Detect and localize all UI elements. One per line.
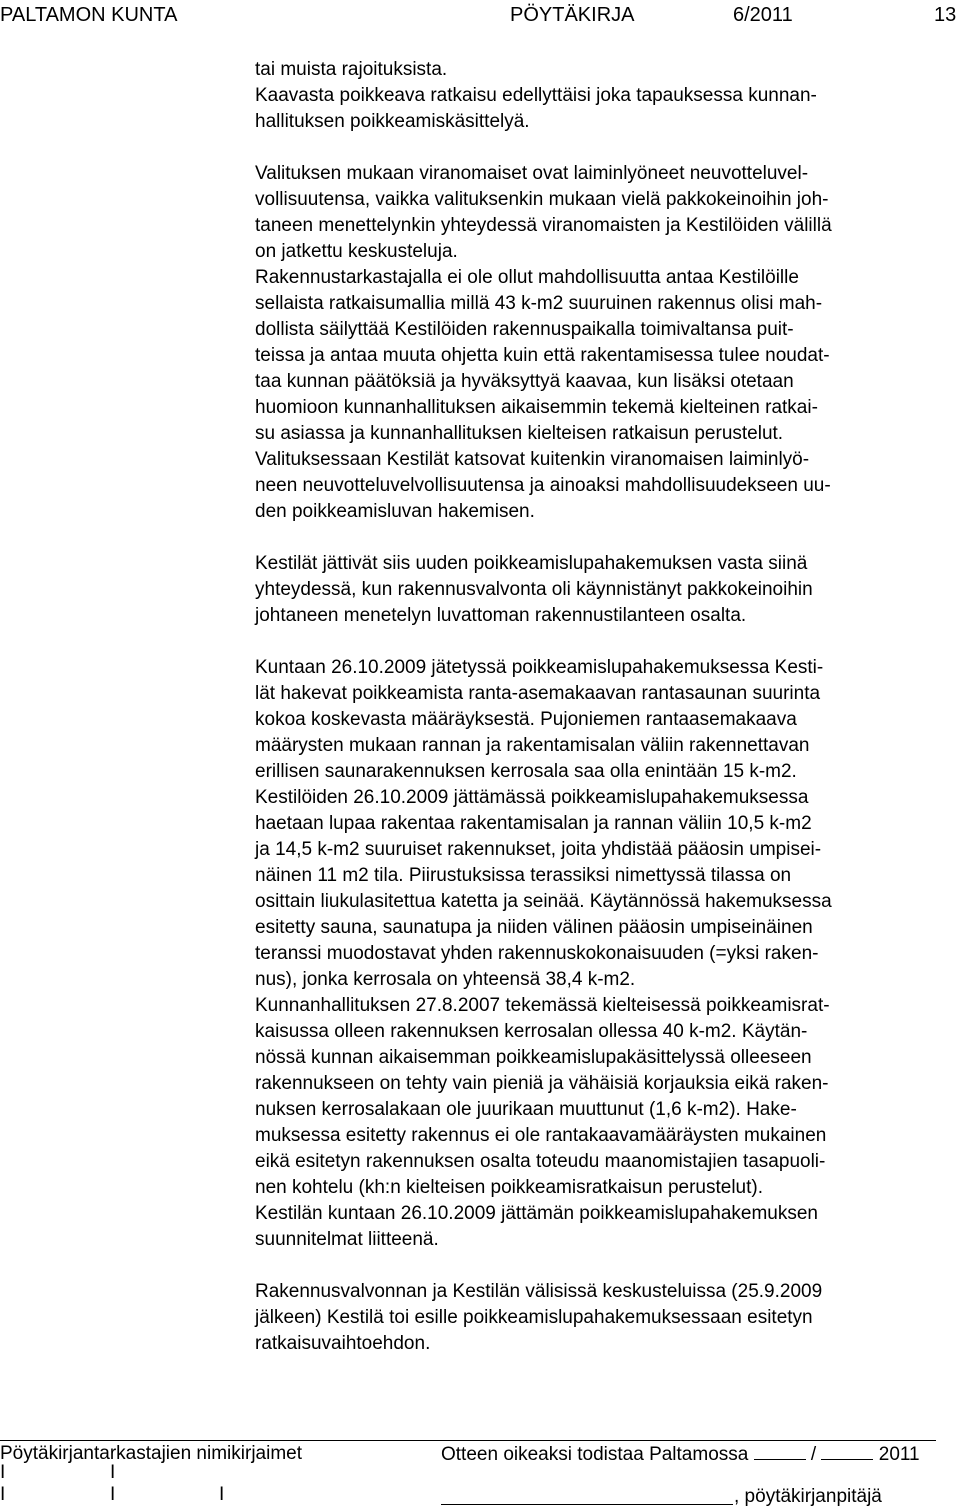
text-line: taa kunnan päätöksiä ja hyväksyttyä kaavaa, kun lisäksi otetaan — [255, 371, 794, 392]
text-line: Kestilät jättivät siis uuden poikkeamislupahakemuksen vasta siinä — [255, 553, 808, 574]
text-line: taneen menettelynkin yhteydessä viranomaisten ja Kestilöiden välillä — [255, 215, 832, 236]
organization-name: PALTAMON KUNTA — [0, 4, 178, 26]
initials-mark: I — [219, 1484, 225, 1505]
text-line: Kestilöiden 26.10.2009 jättämässä poikkeamislupahakemuksessa — [255, 787, 809, 808]
day-blank — [754, 1441, 806, 1460]
text-line: osittain liukulasitettua katetta ja seinää. Käytännössä hakemuksessa — [255, 891, 832, 912]
text-line: ja 14,5 k-m2 suuruiset rakennukset, joita yhdistää pääosin umpisei- — [255, 839, 822, 860]
text-line: lät hakevat poikkeamista ranta-asemakaavan rantasaunan suurinta — [255, 683, 821, 704]
text-line: johtaneen menetelyn luvattoman rakennustilanteen osalta. — [255, 605, 747, 626]
text-line: tai muista rajoituksista. — [255, 59, 448, 80]
text-line: Kaavasta poikkeava ratkaisu edellyttäisi joka tapauksessa kunnan- — [255, 85, 817, 106]
paragraph-gap — [255, 1253, 960, 1279]
initials-mark: I — [110, 1484, 116, 1505]
text-line: Kunnanhallituksen 27.8.2007 tekemässä kielteisessä poikkeamisrat- — [255, 995, 830, 1016]
text-line: Rakennusvalvonnan ja Kestilän välisissä keskusteluissa (25.9.2009 — [255, 1281, 823, 1302]
text-line: vollisuutensa, vaikka valituksenkin mukaan vielä pakkokeinoihin joh- — [255, 189, 829, 210]
text-line: nus), jonka kerrosala on yhteensä 38,4 k-m2. — [255, 969, 636, 990]
document-type: PÖYTÄKIRJA — [510, 4, 635, 26]
text-line: su asiassa ja kunnanhallituksen kielteisen ratkaisun perustelut. — [255, 423, 784, 444]
text-line: Kestilän kuntaan 26.10.2009 jättämän poikkeamislupahakemuksen — [255, 1203, 818, 1224]
paragraph-gap — [255, 629, 960, 655]
initials-mark: I — [0, 1462, 6, 1483]
signature-line — [441, 1504, 733, 1505]
extract-label: Otteen oikeaksi todistaa Paltamossa — [441, 1444, 749, 1465]
extract-certification — [441, 1441, 920, 1467]
page-header — [0, 0, 960, 30]
initials-mark: I — [0, 1484, 6, 1505]
text-line: yhteydessä, kun rakennusvalvonta oli käynnistänyt pakkokeinoihin — [255, 579, 813, 600]
minutes-body-text — [255, 57, 960, 1357]
text-line: nen kohtelu (kh:n kielteisen poikkeamisratkaisun perustelut). — [255, 1177, 763, 1198]
text-line: rakennukseen on tehty vain pieniä ja vähäisiä korjauksia eikä raken- — [255, 1073, 829, 1094]
text-line: nuksen kerrosalakaan ole juurikaan muuttunut (1,6 k-m2). Hake- — [255, 1099, 797, 1120]
text-line: muksessa esitetty rakennus ei ole rantakaavamääräysten mukainen — [255, 1125, 827, 1146]
text-line: nössä kunnan aikaisemman poikkeamislupakäsittelyssä olleeseen — [255, 1047, 812, 1068]
text-line: kokoa koskevasta määräyksestä. Pujoniemen rantaasemakaava — [255, 709, 797, 730]
text-line: on jatkettu keskusteluja. — [255, 241, 458, 262]
year: 2011 — [878, 1444, 920, 1465]
text-line: Valituksessaan Kestilät katsovat kuitenkin viranomaisen laiminlyö- — [255, 449, 810, 470]
date-separator: / — [810, 1444, 817, 1465]
text-line: erillisen saunarakennuksen kerrosala saa olla enintään 15 k-m2. — [255, 761, 797, 782]
text-line: ratkaisuvaihtoehdon. — [255, 1333, 431, 1354]
text-line: jälkeen) Kestilä toi esille poikkeamislupahakemuksessaan esitetyn — [255, 1307, 813, 1328]
text-line: teissa ja antaa muuta ohjetta kuin että rakentamisessa tulee noudat- — [255, 345, 830, 366]
text-line: Rakennustarkastajalla ei ole ollut mahdollisuutta antaa Kestilöille — [255, 267, 799, 288]
signer-label: , pöytäkirjanpitäjä — [734, 1486, 882, 1507]
text-line: Valituksen mukaan viranomaiset ovat laiminlyöneet neuvotteluvel- — [255, 163, 809, 184]
text-line: Kuntaan 26.10.2009 jätetyssä poikkeamislupahakemuksessa Kesti- — [255, 657, 824, 678]
text-line: dollista säilyttää Kestilöiden rakennuspaikalla toimivaltansa puit- — [255, 319, 794, 340]
paragraph-gap — [255, 135, 960, 161]
signatures-label: Pöytäkirjantarkastajien nimikirjaimet — [0, 1443, 302, 1464]
page-number: 13 — [934, 4, 957, 26]
text-line: huomioon kunnanhallituksen aikaisemmin tekemä kielteinen ratkai- — [255, 397, 818, 418]
initials-mark: I — [110, 1462, 116, 1483]
text-line: eikä esitetyn rakennuksen osalta toteudu maanomistajien tasapuoli- — [255, 1151, 826, 1172]
text-line: sellaista ratkaisumallia millä 43 k-m2 suuruinen rakennus olisi mah- — [255, 293, 823, 314]
text-line: teranssi muodostavat yhden rakennuskokonaisuuden (=yksi raken- — [255, 943, 819, 964]
issue-number: 6/2011 — [733, 4, 793, 26]
month-blank — [821, 1441, 873, 1460]
paragraph-gap — [255, 525, 960, 551]
text-line: haetaan lupaa rakentaa rakentamisalan ja rannan väliin 10,5 k-m2 — [255, 813, 812, 834]
text-line: määrysten mukaan rannan ja rakentamisalan väliin rakennettavan — [255, 735, 810, 756]
text-line: hallituksen poikkeamiskäsittelyä. — [255, 111, 530, 132]
text-line: suunnitelmat liitteenä. — [255, 1229, 439, 1250]
text-line: esitetty sauna, saunatupa ja niiden välinen pääosin umpiseinäinen — [255, 917, 813, 938]
text-line: kaisussa olleen rakennuksen kerrosalan ollessa 40 k-m2. Käytän- — [255, 1021, 808, 1042]
text-line: den poikkeamisluvan hakemisen. — [255, 501, 535, 522]
text-line: näinen 11 m2 tila. Piirustuksissa terassiksi nimettyssä tilassa on — [255, 865, 792, 886]
text-line: neen neuvotteluvelvollisuutensa ja ainoaksi mahdollisuudekseen uu- — [255, 475, 831, 496]
